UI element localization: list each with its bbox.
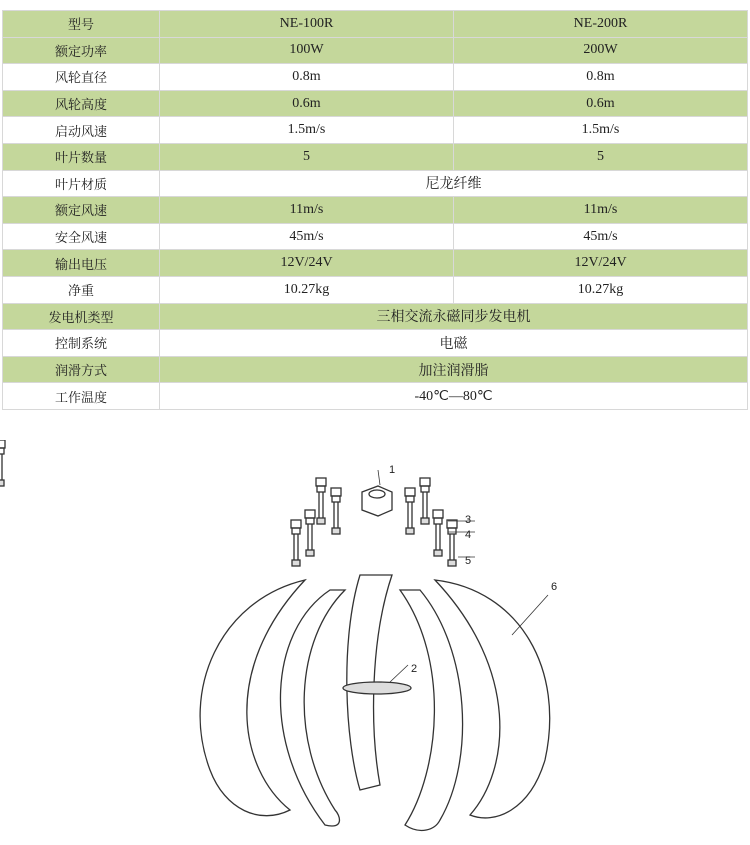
table-row [3, 197, 748, 224]
row-label: 型号 [3, 11, 160, 38]
value-model-1: 100W [160, 37, 454, 64]
row-label: 安全风速 [3, 223, 160, 250]
table-row [3, 303, 748, 330]
value-model-1: 0.6m [160, 90, 454, 117]
value-model-2: 12V/24V [454, 250, 748, 277]
row-label: 发电机类型 [3, 303, 160, 330]
value-model-2: 10.27kg [454, 276, 748, 303]
row-label: 启动风速 [3, 117, 160, 144]
value-model-1: 12V/24V [160, 250, 454, 277]
value-model-2: 0.6m [454, 90, 748, 117]
label-2: 2 [411, 663, 418, 675]
table-row [3, 64, 748, 91]
blade-right [400, 590, 463, 830]
merged-value: 电磁 [160, 330, 748, 357]
table-row [3, 170, 748, 197]
table-row [3, 356, 748, 383]
row-label: 风轮直径 [3, 64, 160, 91]
label-4: 4 [465, 529, 472, 541]
value-model-2: 200W [454, 37, 748, 64]
hub-plate [343, 682, 411, 694]
value-model-2: 11m/s [454, 197, 748, 224]
value-model-1: 0.8m [160, 64, 454, 91]
table-row [3, 383, 748, 410]
merged-value: -40℃—80℃ [160, 383, 748, 410]
value-model-2: 5 [454, 143, 748, 170]
row-label: 风轮高度 [3, 90, 160, 117]
table-row [3, 223, 748, 250]
label-1: 1 [389, 464, 396, 476]
table-row [3, 276, 748, 303]
row-label: 输出电压 [3, 250, 160, 277]
table-row [3, 143, 748, 170]
row-label: 净重 [3, 276, 160, 303]
row-label: 叶片数量 [3, 143, 160, 170]
row-label: 工作温度 [3, 383, 160, 410]
value-model-1: 5 [160, 143, 454, 170]
spec-table [2, 10, 748, 410]
value-model-1: 45m/s [160, 223, 454, 250]
value-model-2: 0.8m [454, 64, 748, 91]
row-label: 控制系统 [3, 330, 160, 357]
value-model-1: 10.27kg [160, 276, 454, 303]
model-1: NE-100R [160, 11, 454, 38]
merged-value: 尼龙纤维 [160, 170, 748, 197]
label-3: 3 [465, 514, 472, 526]
merged-value: 三相交流永磁同步发电机 [160, 303, 748, 330]
table-row [3, 117, 748, 144]
table-row [3, 37, 748, 64]
table-row [3, 90, 748, 117]
row-label: 额定风速 [3, 197, 160, 224]
table-row [3, 250, 748, 277]
row-label: 润滑方式 [3, 356, 160, 383]
value-model-2: 45m/s [454, 223, 748, 250]
value-model-1: 1.5m/s [160, 117, 454, 144]
value-model-2: 1.5m/s [454, 117, 748, 144]
row-label: 叶片材质 [3, 170, 160, 197]
value-model-1: 11m/s [160, 197, 454, 224]
turbine-exploded-diagram [0, 440, 750, 845]
model-2: NE-200R [454, 11, 748, 38]
row-label: 额定功率 [3, 37, 160, 64]
label-6: 6 [551, 581, 558, 593]
table-row [3, 330, 748, 357]
label-5: 5 [465, 555, 472, 567]
merged-value: 加注润滑脂 [160, 356, 748, 383]
table-header-row [3, 11, 748, 38]
